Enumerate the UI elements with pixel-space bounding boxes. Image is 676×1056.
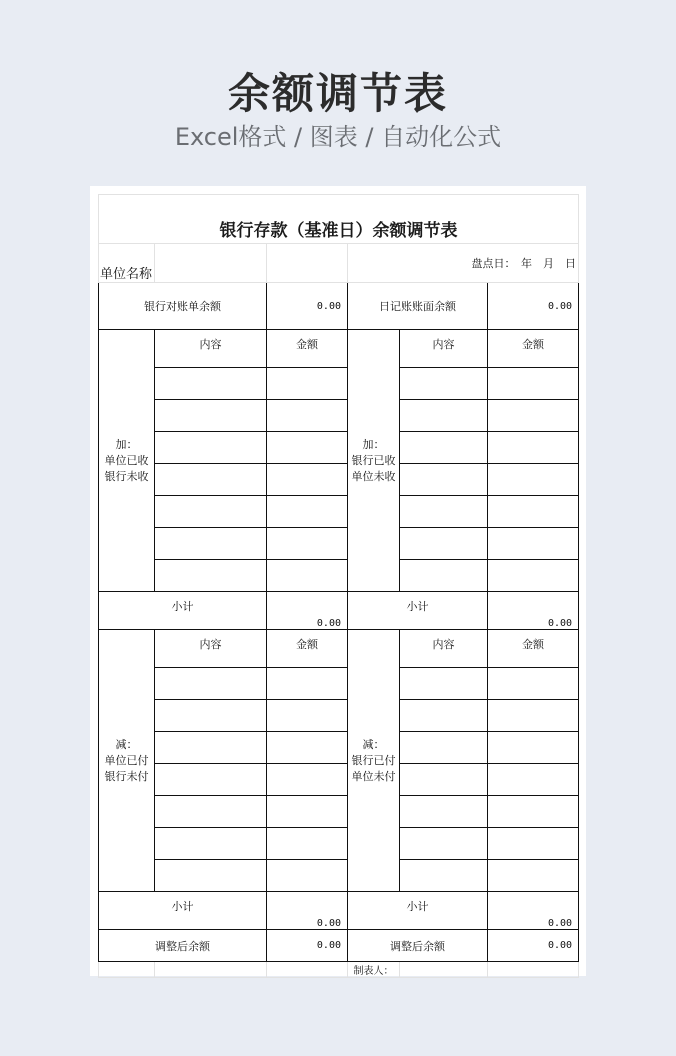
subtotal-label: 小计 <box>348 592 488 630</box>
page-title: 余额调节表 <box>227 69 448 118</box>
table-row <box>99 796 579 828</box>
add-left-label: 加： 单位已收 银行未收 <box>99 330 155 592</box>
col-header-amount: 金额 <box>488 630 579 668</box>
cell[interactable] <box>155 400 267 432</box>
cell[interactable] <box>488 732 579 764</box>
subtotal-label: 小计 <box>348 892 488 930</box>
col-header-amount: 金额 <box>267 630 348 668</box>
col-header-amount: 金额 <box>267 330 348 368</box>
page-subtitle: Excel格式 / 图表 / 自动化公式 <box>174 123 502 151</box>
preparer-value[interactable] <box>400 962 488 978</box>
table-row <box>99 432 579 464</box>
cell[interactable] <box>488 828 579 860</box>
cell[interactable] <box>155 496 267 528</box>
col-header-amount: 金额 <box>488 330 579 368</box>
cell[interactable] <box>488 860 579 892</box>
cell[interactable] <box>267 796 348 828</box>
cell[interactable] <box>267 464 348 496</box>
cell[interactable] <box>267 496 348 528</box>
cell[interactable] <box>488 560 579 592</box>
subtotal-value[interactable]: 0.00 <box>267 592 348 630</box>
add-right-label: 加： 银行已收 单位未收 <box>348 330 400 592</box>
sub-left-label: 减： 单位已付 银行未付 <box>99 630 155 892</box>
cell[interactable] <box>267 400 348 432</box>
spreadsheet-preview <box>90 186 586 976</box>
cell[interactable] <box>400 860 488 892</box>
bank-statement-value[interactable]: 0.00 <box>267 283 348 330</box>
cell[interactable] <box>267 560 348 592</box>
subtotal-label: 小计 <box>99 892 267 930</box>
unit-name-label: 单位名称 <box>99 244 155 283</box>
cell[interactable] <box>155 828 267 860</box>
cell[interactable] <box>400 796 488 828</box>
cell[interactable] <box>267 700 348 732</box>
cell[interactable] <box>488 464 579 496</box>
bank-statement-label: 银行对账单余额 <box>99 283 267 330</box>
cell[interactable] <box>155 668 267 700</box>
cell[interactable] <box>488 496 579 528</box>
unit-name-value[interactable] <box>155 244 267 283</box>
table-row <box>99 368 579 400</box>
cell[interactable] <box>400 560 488 592</box>
cell[interactable] <box>400 528 488 560</box>
cell[interactable] <box>267 732 348 764</box>
cell[interactable] <box>488 368 579 400</box>
sub-right-label: 减： 银行已付 单位未付 <box>348 630 400 892</box>
cell[interactable] <box>400 368 488 400</box>
table-row <box>99 464 579 496</box>
cell[interactable] <box>400 828 488 860</box>
subtotal-label: 小计 <box>99 592 267 630</box>
preparer-label: 制表人： <box>348 962 400 978</box>
cell[interactable] <box>488 400 579 432</box>
col-header-content: 内容 <box>155 330 267 368</box>
cell[interactable] <box>400 432 488 464</box>
table-row <box>99 496 579 528</box>
ledger-balance-value[interactable]: 0.00 <box>488 283 579 330</box>
table-row <box>99 560 579 592</box>
table-row <box>99 668 579 700</box>
cell[interactable] <box>400 400 488 432</box>
cell[interactable] <box>155 560 267 592</box>
cell[interactable] <box>155 732 267 764</box>
col-header-content: 内容 <box>400 330 488 368</box>
table-row <box>99 400 579 432</box>
cell[interactable] <box>488 668 579 700</box>
table-row <box>99 700 579 732</box>
cell[interactable] <box>267 828 348 860</box>
subtotal-value[interactable]: 0.00 <box>267 892 348 930</box>
adjusted-balance-label: 调整后余额 <box>348 930 488 962</box>
cell[interactable] <box>400 732 488 764</box>
reconciliation-table <box>98 194 579 978</box>
adjusted-balance-value[interactable]: 0.00 <box>488 930 579 962</box>
cell[interactable] <box>488 432 579 464</box>
cell[interactable] <box>155 700 267 732</box>
cell[interactable] <box>267 432 348 464</box>
cell[interactable] <box>267 528 348 560</box>
cell[interactable] <box>267 764 348 796</box>
cell[interactable] <box>155 860 267 892</box>
cell[interactable] <box>155 464 267 496</box>
ledger-balance-label: 日记账账面余额 <box>348 283 488 330</box>
cell[interactable] <box>267 860 348 892</box>
cell[interactable] <box>267 368 348 400</box>
col-header-content: 内容 <box>155 630 267 668</box>
table-row <box>99 828 579 860</box>
cell[interactable] <box>155 368 267 400</box>
table-row <box>99 860 579 892</box>
cell[interactable] <box>155 528 267 560</box>
subtotal-value[interactable]: 0.00 <box>488 892 579 930</box>
table-row <box>99 528 579 560</box>
cell[interactable] <box>488 528 579 560</box>
table-row <box>99 764 579 796</box>
sheet-title: 银行存款（基准日）余额调节表 <box>99 195 579 244</box>
cell[interactable] <box>400 464 488 496</box>
cell[interactable] <box>488 700 579 732</box>
cell[interactable] <box>488 764 579 796</box>
cell[interactable] <box>400 496 488 528</box>
col-header-content: 内容 <box>400 630 488 668</box>
adjusted-balance-value[interactable]: 0.00 <box>267 930 348 962</box>
cell[interactable] <box>488 796 579 828</box>
cell[interactable] <box>155 796 267 828</box>
cell[interactable] <box>400 764 488 796</box>
cell[interactable] <box>267 668 348 700</box>
cell[interactable] <box>155 764 267 796</box>
cell[interactable] <box>400 668 488 700</box>
adjusted-balance-label: 调整后余额 <box>99 930 267 962</box>
table-row <box>99 732 579 764</box>
cell[interactable] <box>155 432 267 464</box>
subtotal-value[interactable]: 0.00 <box>488 592 579 630</box>
date-label: 盘点日： 年 月 日 <box>348 244 579 283</box>
cell[interactable] <box>400 700 488 732</box>
